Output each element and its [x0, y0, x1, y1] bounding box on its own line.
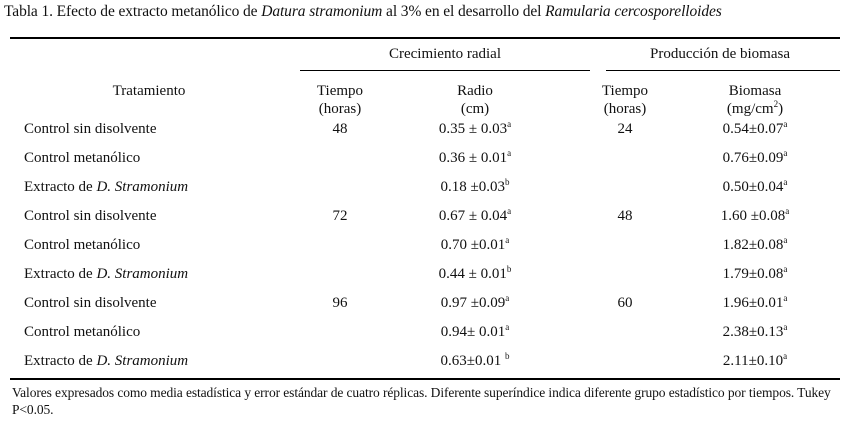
cell-biomass-value: 0.50±0.04 — [722, 179, 784, 195]
cell-treatment — [24, 149, 140, 167]
cell-radius — [400, 323, 550, 341]
cell-biomass-value: 1.82±0.08 — [722, 237, 784, 253]
cell-biomass — [690, 149, 820, 167]
cell-biomass — [690, 352, 820, 370]
cell-treatment-text: Control metanólico — [24, 324, 141, 340]
cell-radius — [400, 352, 550, 370]
cell-treatment — [24, 323, 140, 341]
table-row — [0, 120, 848, 142]
cell-radius-value: 0.94± 0.01 — [440, 324, 506, 340]
cell-radius-group: b — [504, 177, 510, 187]
cell-biomass-group: a — [783, 119, 788, 129]
cell-treatment-text: Control sin disolvente — [24, 121, 157, 137]
cell-biomass-value: 1.96±0.01 — [722, 295, 784, 311]
table-footnote: Valores expresados como media estadística y error estándar de cuatro réplicas. Diferente superíndice indica diferente grupo estadístico por tiempos. Tukey P<0.05. — [12, 385, 831, 417]
cell-radius-value: 0.97 ±0.09 — [440, 295, 506, 311]
cell-biomass-group: a — [783, 322, 788, 332]
cell-radius-group: a — [507, 119, 512, 129]
cell-time-biomass: 60 — [617, 295, 633, 311]
caption-species-datura: Datura stramonium — [261, 3, 383, 20]
cell-time-biomass: 24 — [617, 121, 633, 137]
header-biomass — [690, 82, 820, 118]
caption-middle: al 3% en el desarrollo del — [382, 3, 546, 20]
table-row — [0, 294, 848, 316]
cell-radius-group: a — [505, 322, 510, 332]
cell-time-biomass: 48 — [617, 208, 633, 224]
cell-treatment-text: Extracto de — [24, 353, 97, 369]
cell-radius-group: b — [506, 264, 512, 274]
cell-biomass-group: a — [783, 293, 788, 303]
cell-radius-value: 0.36 ± 0.01 — [438, 150, 508, 166]
header-time-biomass — [570, 82, 680, 118]
group-rule-biomass — [606, 70, 840, 71]
cell-time-radial: 48 — [332, 121, 348, 137]
header-time-radial — [290, 82, 390, 118]
group-header-radial: Crecimiento radial — [388, 46, 502, 62]
cell-treatment — [24, 265, 188, 283]
cell-treatment-text: Control sin disolvente — [24, 295, 157, 311]
cell-treatment — [24, 178, 188, 196]
cell-biomass-group: a — [783, 235, 788, 245]
cell-radius — [400, 149, 550, 167]
cell-radius-value: 0.35 ± 0.03 — [438, 121, 508, 137]
header-treatment: Tratamiento — [112, 83, 186, 99]
cell-radius — [400, 178, 550, 196]
group-header-biomass: Producción de biomasa — [650, 46, 790, 62]
cell-radius — [400, 207, 550, 225]
cell-treatment — [24, 120, 157, 138]
table-row — [0, 207, 848, 229]
cell-biomass-group: a — [783, 351, 788, 361]
cell-radius-value: 0.70 ±0.01 — [440, 237, 506, 253]
caption-species-ramularia: Ramularia cercosporelloides — [545, 3, 722, 20]
header-biomass-close: ) — [778, 101, 784, 117]
cell-biomass-value: 2.11±0.10 — [722, 353, 784, 369]
table-row — [0, 149, 848, 171]
header-radius-line1: Radio — [457, 83, 493, 99]
header-time-biomass-line1: Tiempo — [601, 83, 649, 99]
cell-biomass-value: 1.60 ±0.08 — [720, 208, 786, 224]
cell-radius-group: a — [505, 235, 510, 245]
table-row — [0, 265, 848, 287]
cell-biomass-value: 0.54±0.07 — [722, 121, 784, 137]
header-radius — [400, 82, 550, 118]
cell-radius-value: 0.18 ±0.03 — [440, 179, 505, 195]
cell-treatment — [24, 352, 188, 370]
cell-treatment — [24, 294, 157, 312]
header-time-radial-line2: (horas) — [318, 101, 362, 117]
cell-radius-group: b — [504, 351, 510, 361]
header-biomass-exponent: 2 — [773, 99, 779, 109]
cell-biomass — [690, 207, 820, 225]
cell-biomass-value: 0.76±0.09 — [722, 150, 784, 166]
cell-biomass-group: a — [783, 177, 788, 187]
cell-treatment-text: Extracto de — [24, 179, 97, 195]
cell-radius-group: a — [507, 148, 512, 158]
cell-radius — [400, 120, 550, 138]
cell-treatment-text: Control metanólico — [24, 237, 141, 253]
cell-biomass — [690, 294, 820, 312]
top-rule — [10, 37, 840, 39]
cell-treatment-species: D. Stramonium — [96, 179, 189, 195]
cell-treatment-text: Extracto de — [24, 266, 97, 282]
cell-biomass-group: a — [785, 206, 790, 216]
cell-treatment-text: Control sin disolvente — [24, 208, 157, 224]
header-time-radial-line1: Tiempo — [316, 83, 364, 99]
cell-biomass — [690, 178, 820, 196]
cell-radius-group: a — [507, 206, 512, 216]
table-row — [0, 323, 848, 345]
cell-biomass — [690, 265, 820, 283]
header-radius-line2: (cm) — [460, 101, 490, 117]
cell-biomass-group: a — [783, 264, 788, 274]
table-row — [0, 178, 848, 200]
cell-radius-value: 0.67 ± 0.04 — [438, 208, 508, 224]
cell-treatment-text: Control metanólico — [24, 150, 141, 166]
cell-biomass-group: a — [783, 148, 788, 158]
caption-lead: Tabla 1. Efecto de extracto metanólico de — [4, 3, 262, 20]
cell-biomass — [690, 323, 820, 341]
cell-biomass-value: 1.79±0.08 — [722, 266, 784, 282]
cell-radius — [400, 265, 550, 283]
cell-biomass — [690, 120, 820, 138]
cell-radius — [400, 236, 550, 254]
cell-radius-group: a — [505, 293, 510, 303]
cell-treatment — [24, 207, 157, 225]
table-row — [0, 352, 848, 374]
header-biomass-unit: (mg/cm — [726, 101, 774, 117]
cell-biomass-value: 2.38±0.13 — [722, 324, 784, 340]
cell-radius-value: 0.44 ± 0.01 — [438, 266, 507, 282]
header-biomass-line1: Biomasa — [728, 83, 782, 99]
cell-time-radial: 72 — [332, 208, 348, 224]
table-row — [0, 236, 848, 258]
cell-radius-value: 0.63±0.01 — [440, 353, 505, 369]
bottom-rule — [10, 378, 840, 380]
cell-time-radial: 96 — [332, 295, 348, 311]
cell-treatment-species: D. Stramonium — [96, 266, 189, 282]
cell-biomass — [690, 236, 820, 254]
cell-radius — [400, 294, 550, 312]
cell-treatment — [24, 236, 140, 254]
header-time-biomass-line2: (horas) — [603, 101, 647, 117]
cell-treatment-species: D. Stramonium — [96, 353, 189, 369]
table-caption — [4, 2, 848, 22]
header-biomass-line2 — [690, 100, 820, 118]
group-rule-radial — [300, 70, 590, 71]
